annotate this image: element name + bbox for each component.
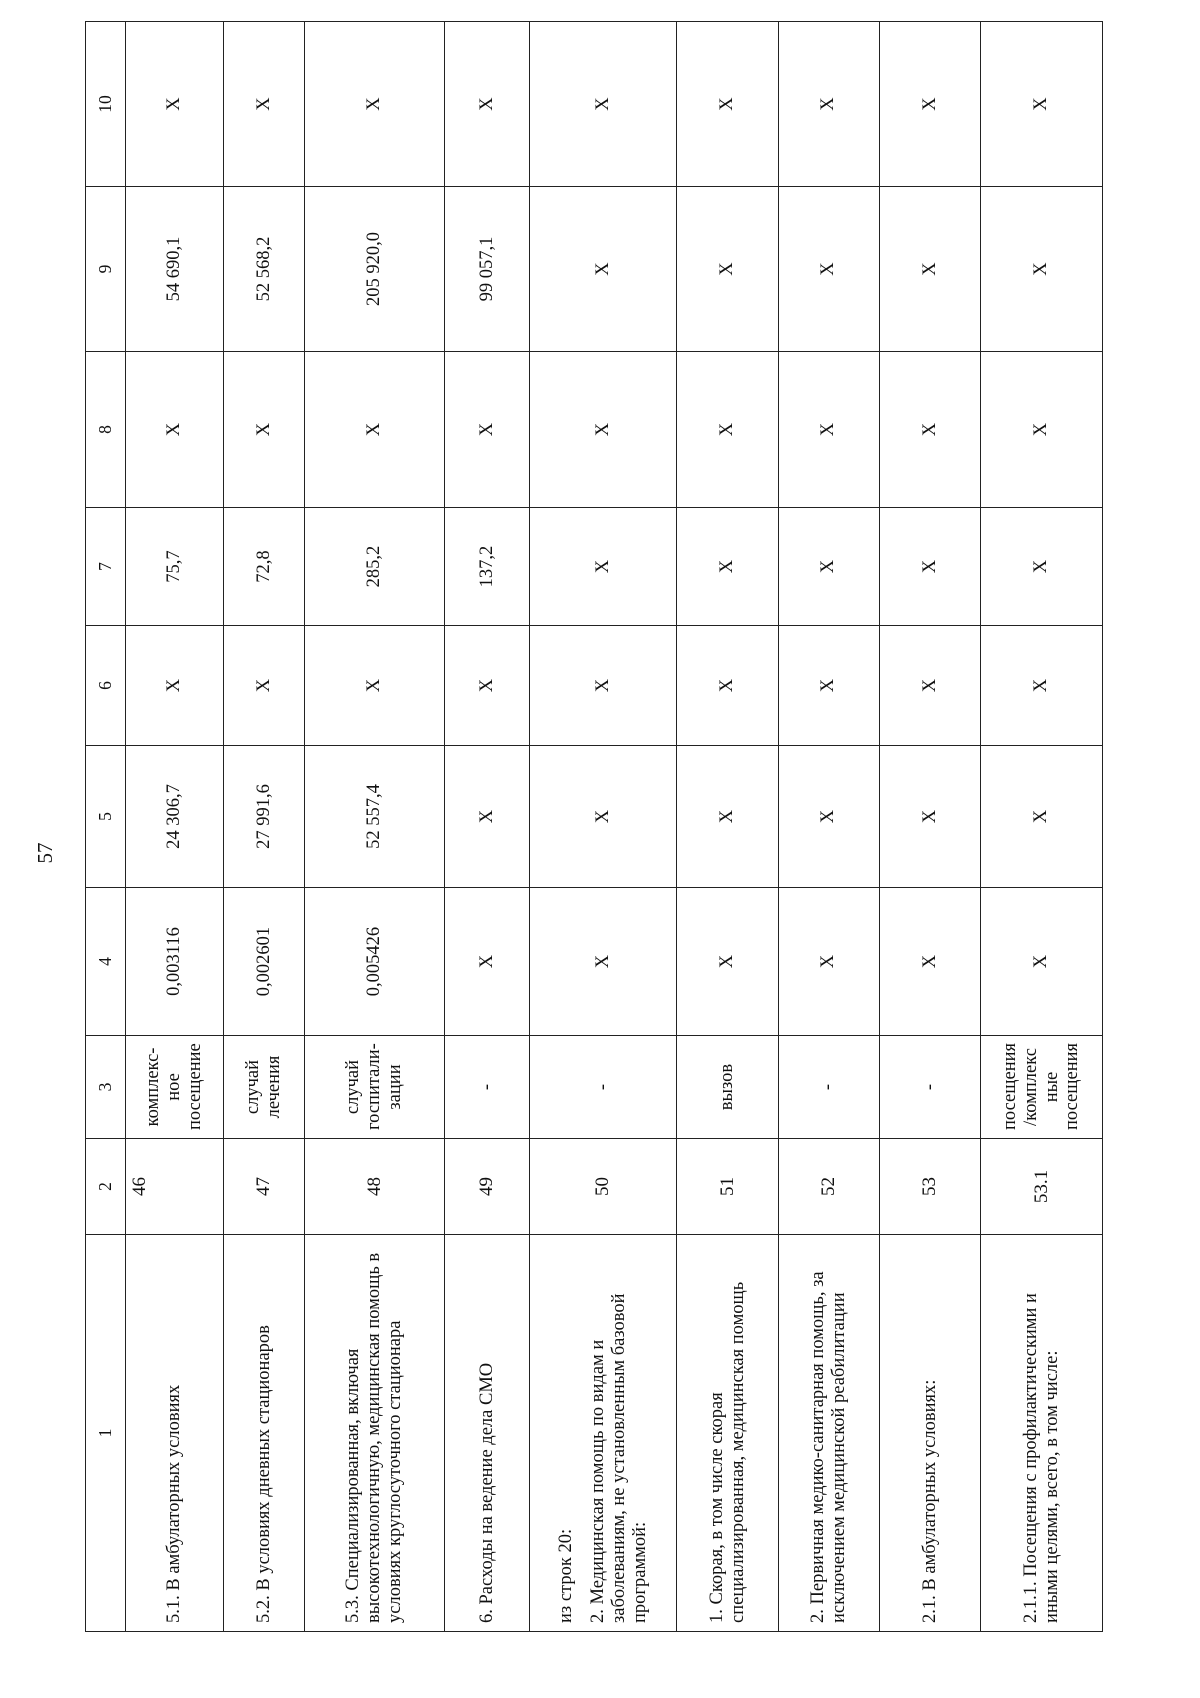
unit-cell: -: [879, 1036, 980, 1139]
value-cell-10: X: [304, 22, 444, 187]
unit-cell: -: [529, 1036, 677, 1139]
row-number: 52: [778, 1139, 879, 1235]
value-cell-6: X: [529, 626, 677, 746]
col-header-3: 3: [86, 1036, 126, 1139]
row-number: 50: [529, 1139, 677, 1235]
value-cell-10: X: [778, 22, 879, 187]
col-header-7: 7: [86, 508, 126, 626]
value-cell-4: X: [879, 888, 980, 1036]
table-row: [981, 22, 1103, 1632]
table-row: [677, 22, 778, 1632]
table-row: [126, 22, 224, 1632]
value-cell-10: X: [981, 22, 1103, 187]
page-number: 57: [33, 842, 57, 864]
value-cell-4: 0,003116: [126, 888, 224, 1036]
value-cell-9: 99 057,1: [445, 187, 530, 352]
value-cell-7: 75,7: [126, 508, 224, 626]
value-cell-4: 0,002601: [224, 888, 305, 1036]
col-header-8: 8: [86, 352, 126, 508]
unit-cell: вызов: [677, 1036, 778, 1139]
value-cell-10: X: [677, 22, 778, 187]
value-cell-9: X: [529, 187, 677, 352]
col-header-4: 4: [86, 888, 126, 1036]
table-row: [529, 22, 677, 1632]
value-cell-9: X: [677, 187, 778, 352]
row-label: 6. Расходы на ведение дела СМО: [445, 1235, 530, 1632]
value-cell-10: X: [879, 22, 980, 187]
rotated-table-container: [85, 22, 1103, 1632]
value-cell-8: X: [981, 352, 1103, 508]
value-cell-4: X: [445, 888, 530, 1036]
row-label: 5.2. В условиях дневных стационаров: [224, 1235, 305, 1632]
row-label: [529, 1235, 677, 1632]
value-cell-7: X: [529, 508, 677, 626]
unit-cell: случай госпитали-зации: [304, 1036, 444, 1139]
row-number: 48: [304, 1139, 444, 1235]
row-label: 1. Скорая, в том числе скорая специализированная, медицинская помощь: [677, 1235, 778, 1632]
value-cell-6: X: [445, 626, 530, 746]
value-cell-7: X: [677, 508, 778, 626]
col-header-2: 2: [86, 1139, 126, 1235]
value-cell-7: 72,8: [224, 508, 305, 626]
value-cell-4: 0,005426: [304, 888, 444, 1036]
value-cell-6: X: [677, 626, 778, 746]
value-cell-7: 137,2: [445, 508, 530, 626]
row-number: 51: [677, 1139, 778, 1235]
row-label: 2.1.1. Посещения с профилактическими и иными целями, всего, в том числе:: [981, 1235, 1103, 1632]
unit-cell: -: [778, 1036, 879, 1139]
value-cell-8: X: [879, 352, 980, 508]
value-cell-5: X: [529, 746, 677, 888]
unit-cell: комплекс-ное посещение: [126, 1036, 224, 1139]
value-cell-5: X: [981, 746, 1103, 888]
value-cell-8: X: [677, 352, 778, 508]
value-cell-7: X: [879, 508, 980, 626]
value-cell-9: X: [778, 187, 879, 352]
value-cell-9: X: [879, 187, 980, 352]
row-label-text: 2. Медицинская помощь по видам и заболеваниям, не установленным базовой программой:: [588, 1293, 650, 1623]
unit-cell: случай лечения: [224, 1036, 305, 1139]
table-header-row: [86, 22, 126, 1632]
value-cell-8: X: [445, 352, 530, 508]
value-cell-5: 27 991,6: [224, 746, 305, 888]
col-header-9: 9: [86, 187, 126, 352]
value-cell-6: X: [224, 626, 305, 746]
value-cell-4: X: [677, 888, 778, 1036]
value-cell-6: X: [126, 626, 224, 746]
col-header-10: 10: [86, 22, 126, 187]
value-cell-10: X: [126, 22, 224, 187]
row-label: 2.1. В амбулаторных условиях:: [879, 1235, 980, 1632]
value-cell-10: X: [224, 22, 305, 187]
unit-cell: посещения /комплекс ные посещения: [981, 1036, 1103, 1139]
col-header-6: 6: [86, 626, 126, 746]
value-cell-9: 54 690,1: [126, 187, 224, 352]
value-cell-8: X: [224, 352, 305, 508]
value-cell-5: X: [445, 746, 530, 888]
data-table: [85, 21, 1103, 1632]
value-cell-4: X: [981, 888, 1103, 1036]
row-number: 53.1: [981, 1139, 1103, 1235]
value-cell-9: X: [981, 187, 1103, 352]
row-number: 49: [445, 1139, 530, 1235]
value-cell-9: 52 568,2: [224, 187, 305, 352]
value-cell-8: X: [126, 352, 224, 508]
value-cell-6: X: [304, 626, 444, 746]
unit-cell: -: [445, 1036, 530, 1139]
row-label: 5.1. В амбулаторных условиях: [126, 1235, 224, 1632]
value-cell-7: X: [778, 508, 879, 626]
row-label: 5.3. Специализированная, включая высокотехнологичную, медицинская помощь в условиях круглосуточного стационара: [304, 1235, 444, 1632]
value-cell-6: X: [879, 626, 980, 746]
value-cell-5: 24 306,7: [126, 746, 224, 888]
value-cell-4: X: [529, 888, 677, 1036]
row-number: 47: [224, 1139, 305, 1235]
value-cell-5: 52 557,4: [304, 746, 444, 888]
table-row: [445, 22, 530, 1632]
value-cell-6: X: [981, 626, 1103, 746]
col-header-5: 5: [86, 746, 126, 888]
table-row: [304, 22, 444, 1632]
row-number: 46: [126, 1139, 224, 1235]
value-cell-6: X: [778, 626, 879, 746]
value-cell-5: X: [879, 746, 980, 888]
value-cell-10: X: [529, 22, 677, 187]
value-cell-8: X: [304, 352, 444, 508]
value-cell-9: 205 920,0: [304, 187, 444, 352]
col-header-1: 1: [86, 1235, 126, 1632]
value-cell-7: X: [981, 508, 1103, 626]
table-row: [778, 22, 879, 1632]
value-cell-4: X: [778, 888, 879, 1036]
row-label-prefix: из строк 20:: [555, 1528, 576, 1623]
value-cell-10: X: [445, 22, 530, 187]
value-cell-7: 285,2: [304, 508, 444, 626]
value-cell-5: X: [677, 746, 778, 888]
table-row: [879, 22, 980, 1632]
value-cell-8: X: [778, 352, 879, 508]
value-cell-8: X: [529, 352, 677, 508]
row-number: 53: [879, 1139, 980, 1235]
table-row: [224, 22, 305, 1632]
row-label: 2. Первичная медико-санитарная помощь, за исключением медицинской реабилитации: [778, 1235, 879, 1632]
value-cell-5: X: [778, 746, 879, 888]
